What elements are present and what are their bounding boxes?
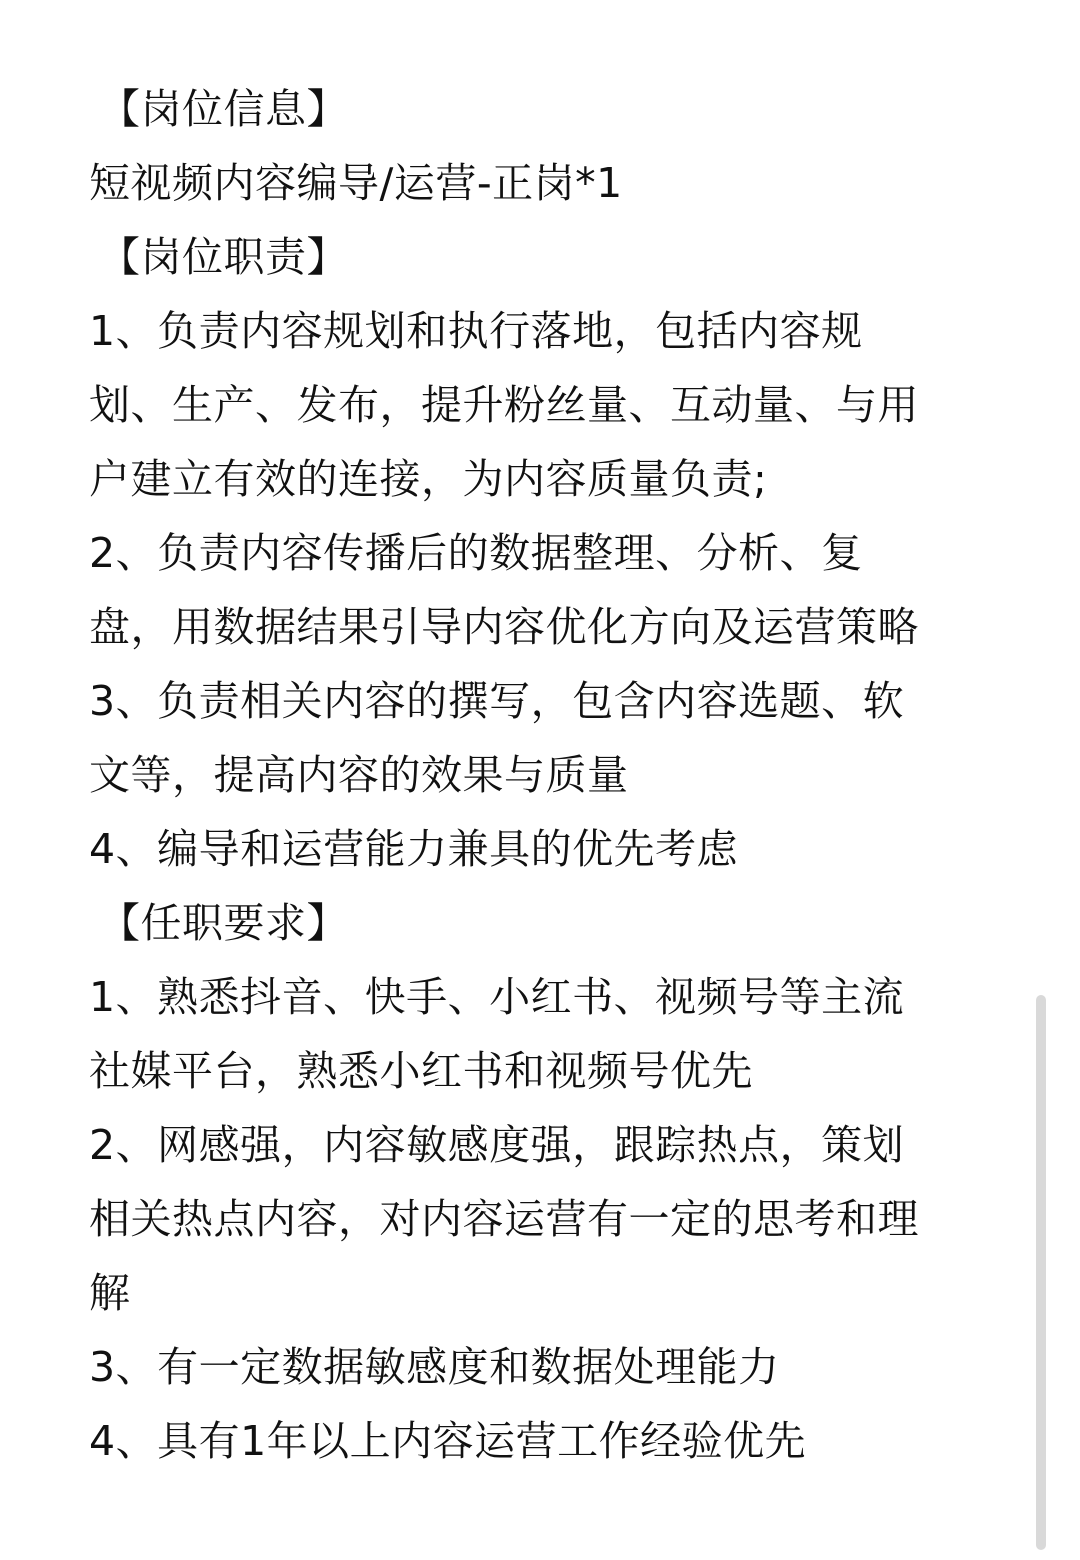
duty-line: 2、负责内容传播后的数据整理、分析、复 (89, 529, 863, 577)
requirements-heading: 【任职要求】 (99, 899, 348, 947)
requirement-line: 4、具有1年以上内容运营工作经验优先 (89, 1417, 807, 1465)
duties-heading: 【岗位职责】 (99, 233, 348, 281)
job-title: 短视频内容编导/运营-正岗*1 (89, 159, 623, 207)
requirement-line: 相关热点内容，对内容运营有一定的思考和理 (89, 1195, 919, 1243)
requirement-line: 3、有一定数据敏感度和数据处理能力 (89, 1343, 780, 1391)
duty-line: 盘，用数据结果引导内容优化方向及运营策略 (89, 603, 919, 651)
job-posting (89, 72, 989, 1478)
duty-line: 3、负责相关内容的撰写，包含内容选题、软 (89, 677, 905, 725)
requirement-line: 2、网感强，内容敏感度强，跟踪热点，策划 (89, 1121, 905, 1169)
duty-line: 4、编导和运营能力兼具的优先考虑 (89, 825, 739, 873)
duty-line: 划、生产、发布，提升粉丝量、互动量、与用 (89, 381, 919, 429)
requirement-line: 解 (89, 1269, 131, 1317)
requirement-line: 社媒平台，熟悉小红书和视频号优先 (89, 1047, 753, 1095)
job-info-heading: 【岗位信息】 (99, 85, 348, 133)
duty-line: 文等，提高内容的效果与质量 (89, 751, 629, 799)
duty-line: 户建立有效的连接，为内容质量负责; (89, 455, 768, 503)
vertical-scrollbar[interactable] (1036, 995, 1046, 1550)
requirement-line: 1、熟悉抖音、快手、小红书、视频号等主流 (89, 973, 905, 1021)
duty-line: 1、负责内容规划和执行落地，包括内容规 (89, 307, 863, 355)
